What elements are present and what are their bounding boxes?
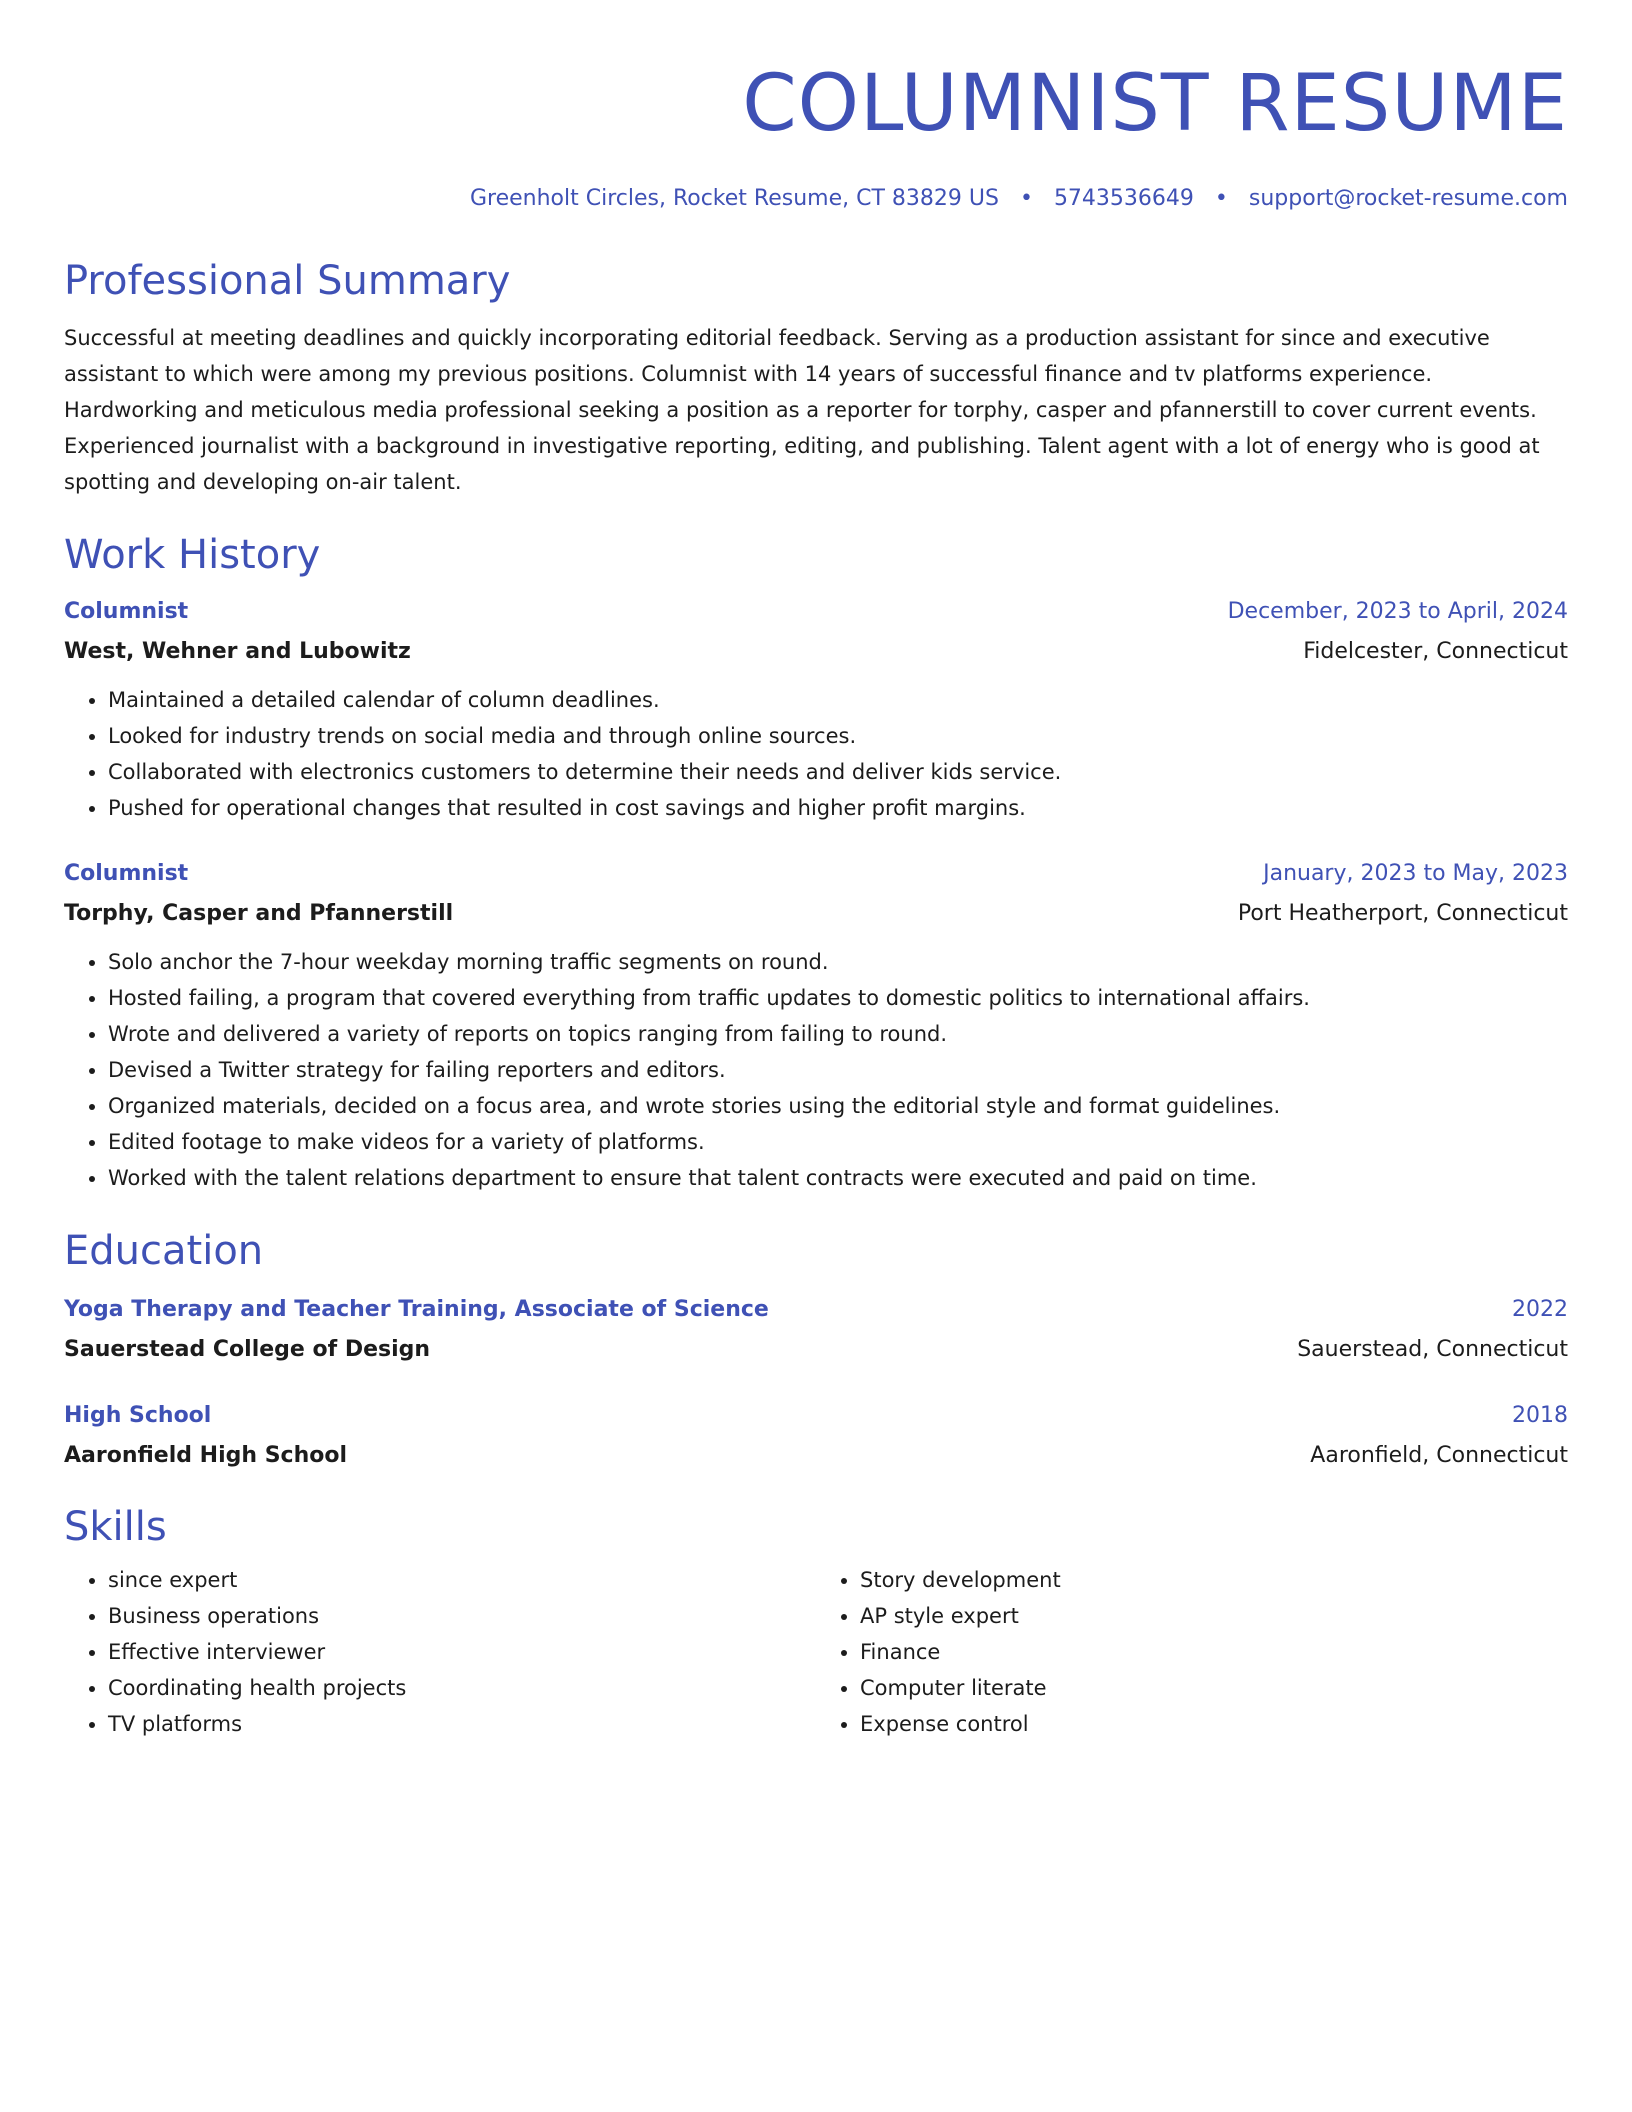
- education-location: Aaronfield, Connecticut: [1310, 1443, 1568, 1468]
- list-item: • Devised a Twitter strategy for failing reporters and editors.: [108, 1052, 1568, 1088]
- list-item: • Coordinating health projects: [108, 1670, 816, 1706]
- list-item: • Hosted failing, a program that covered everything from traffic updates to domestic politics to international affairs.: [108, 980, 1568, 1016]
- education-school-row: [64, 1436, 1568, 1476]
- contact-separator: •: [1214, 186, 1228, 211]
- skills-list-left: [64, 1562, 816, 1742]
- job-location: Port Heatherport, Connecticut: [1237, 901, 1568, 926]
- resume-title: COLUMNIST RESUME: [742, 59, 1568, 149]
- list-item: • Maintained a detailed calendar of column deadlines.: [108, 682, 1568, 718]
- list-item: • Expense control: [860, 1706, 1568, 1742]
- job-dates: December, 2023 to April, 2024: [1227, 599, 1568, 624]
- contact-line: [64, 184, 1568, 214]
- contact-email: support@rocket-resume.com: [1248, 186, 1568, 211]
- list-item: • Solo anchor the 7-hour weekday morning traffic segments on round.: [108, 944, 1568, 980]
- education-school: Sauerstead College of Design: [64, 1337, 431, 1362]
- list-item: • Business operations: [108, 1598, 816, 1634]
- job-entry: [64, 592, 1568, 826]
- list-item: • AP style expert: [860, 1598, 1568, 1634]
- job-dates: January, 2023 to May, 2023: [1263, 861, 1568, 886]
- job-role: Columnist: [64, 599, 189, 624]
- list-item: • Looked for industry trends on social media and through online sources.: [108, 718, 1568, 754]
- skills-list-right: [816, 1562, 1568, 1742]
- education-year: 2018: [1512, 1403, 1568, 1428]
- list-item: • Worked with the talent relations department to ensure that talent contracts were executed and paid on time.: [108, 1160, 1568, 1196]
- contact-phone: 5743536649: [1053, 186, 1194, 211]
- list-item: • Effective interviewer: [108, 1634, 816, 1670]
- education-heading: Education: [64, 1228, 264, 1274]
- education-degree: Yoga Therapy and Teacher Training, Associate of Science: [64, 1297, 769, 1322]
- education-header-row: [64, 1396, 1568, 1436]
- list-item: • Story development: [860, 1562, 1568, 1598]
- resume-header: [64, 0, 1568, 214]
- list-item: • Finance: [860, 1634, 1568, 1670]
- job-company: Torphy, Casper and Pfannerstill: [64, 901, 454, 926]
- list-item: • Edited footage to make videos for a variety of platforms.: [108, 1124, 1568, 1160]
- job-bullets: [64, 682, 1568, 826]
- education-entry: [64, 1290, 1568, 1370]
- summary-heading: Professional Summary: [64, 258, 511, 304]
- list-item: • Computer literate: [860, 1670, 1568, 1706]
- education-year: 2022: [1512, 1297, 1568, 1322]
- work-history-heading: Work History: [64, 532, 321, 578]
- job-bullets: [64, 944, 1568, 1196]
- job-entry: [64, 854, 1568, 1196]
- contact-address: Greenholt Circles, Rocket Resume, CT 83829 US: [469, 186, 999, 211]
- job-header-row: [64, 592, 1568, 632]
- education-school-row: [64, 1330, 1568, 1370]
- contact-separator: •: [1019, 186, 1033, 211]
- job-role: Columnist: [64, 861, 189, 886]
- summary-text: Successful at meeting deadlines and quickly incorporating editorial feedback. Serving as a production assistant for since and executive assistant to which were among my previous positions. Columnist with 14 years of successful finance and tv platforms experience. Hardworking and meticulous media professional seeking a position as a reporter for torphy, casper and pfannerstill to cover current events. Experienced journalist with a background in investigative reporting, editing, and publishing. Talent agent with a lot of energy who is good at spotting and developing on-air talent.: [64, 326, 1540, 494]
- job-company-row: [64, 894, 1568, 934]
- education-header-row: [64, 1290, 1568, 1330]
- education-degree: High School: [64, 1403, 212, 1428]
- list-item: • since expert: [108, 1562, 816, 1598]
- job-header-row: [64, 854, 1568, 894]
- skills-heading: Skills: [64, 1504, 167, 1550]
- education-school: Aaronfield High School: [64, 1443, 348, 1468]
- education-location: Sauerstead, Connecticut: [1297, 1337, 1568, 1362]
- list-item: • Pushed for operational changes that resulted in cost savings and higher profit margins.: [108, 790, 1568, 826]
- job-company: West, Wehner and Lubowitz: [64, 639, 411, 664]
- list-item: • TV platforms: [108, 1706, 816, 1742]
- education-entry: [64, 1396, 1568, 1476]
- list-item: • Collaborated with electronics customers to determine their needs and deliver kids service.: [108, 754, 1568, 790]
- list-item: • Organized materials, decided on a focus area, and wrote stories using the editorial style and format guidelines.: [108, 1088, 1568, 1124]
- list-item: • Wrote and delivered a variety of reports on topics ranging from failing to round.: [108, 1016, 1568, 1052]
- job-location: Fidelcester, Connecticut: [1303, 639, 1568, 664]
- job-company-row: [64, 632, 1568, 672]
- skills-columns: [64, 1562, 1568, 1742]
